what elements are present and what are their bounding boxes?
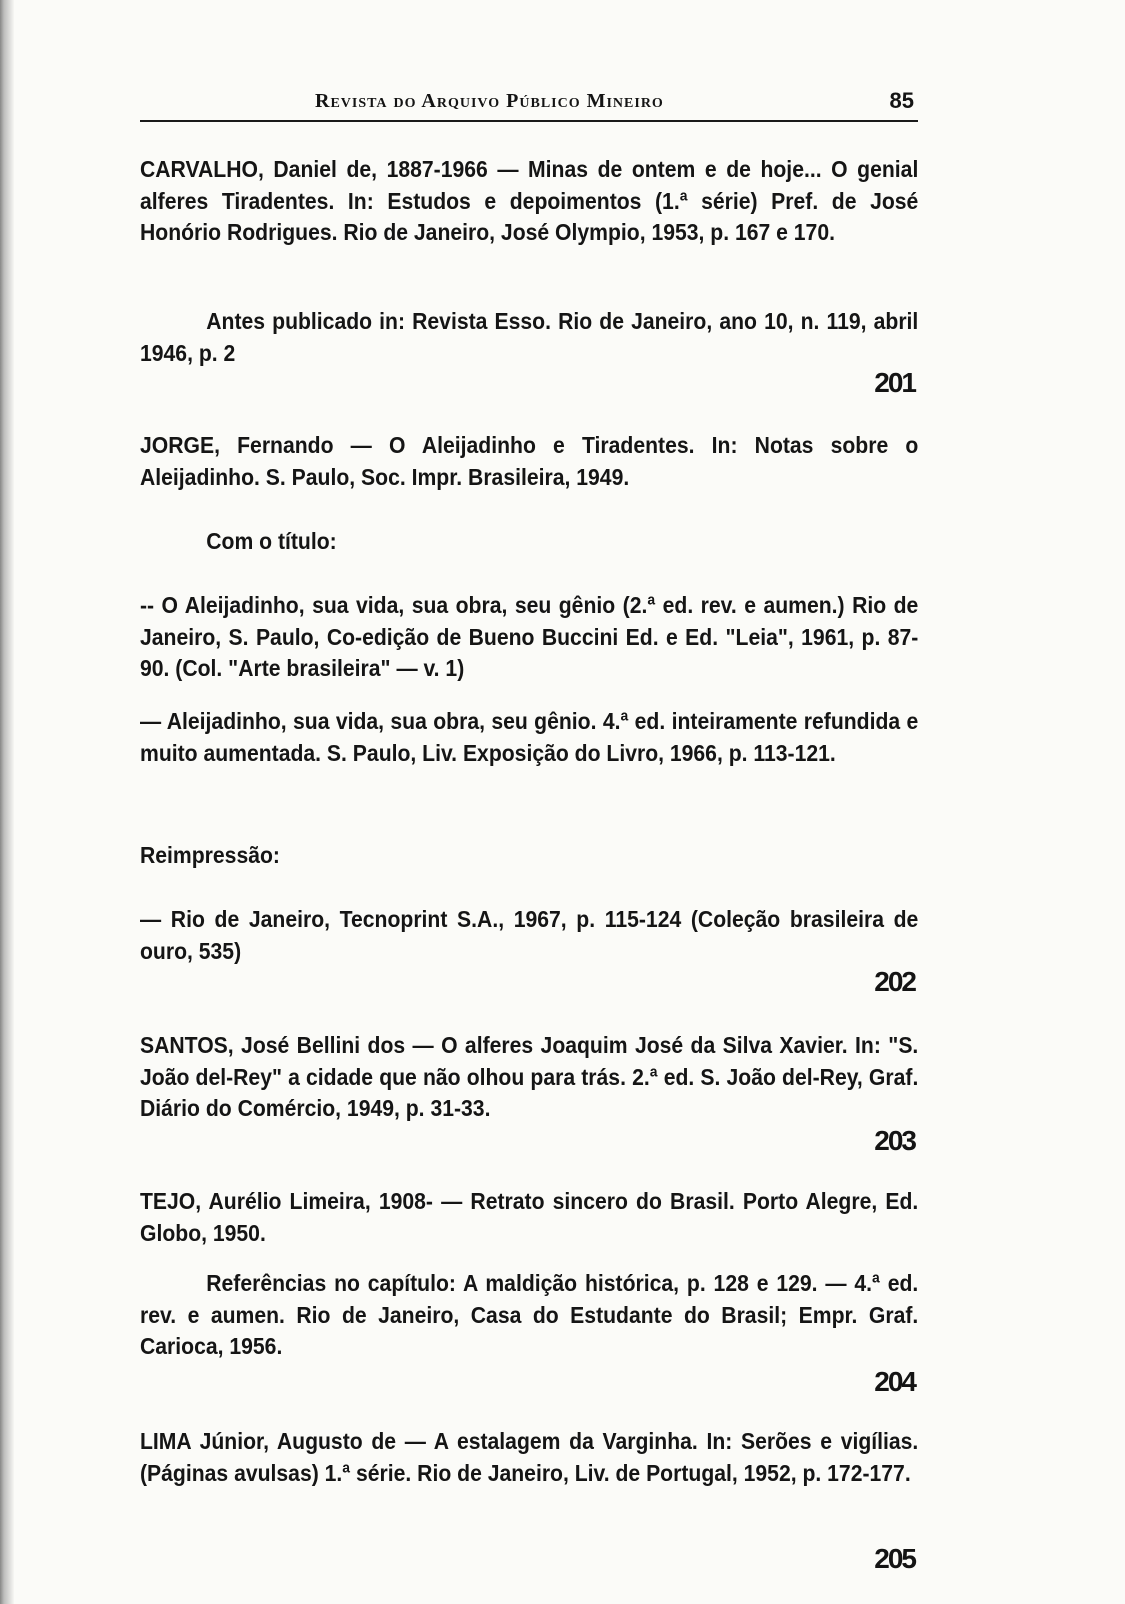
entry-205-citation: LIMA Júnior, Augusto de — A estalagem da Varginha. In: Serões e vigílias. (Páginas avulsas) 1.ª série. Rio de Janeiro, Liv. de Portugal, 1952, p. 172-177. [140, 1428, 919, 1486]
entry-number-202: 202 [874, 966, 915, 997]
entry-202-title-note: Com o título: [206, 528, 337, 554]
entry-201-citation: CARVALHO, Daniel de, 1887-1966 — Minas de ontem e de hoje... O genial alferes Tiradentes. In: Estudos e depoimentos (1.ª série) Pref. de José Honório Rodrigues. Rio de Janeiro, José Olympio, 1953, p. 167 e 170. [140, 156, 919, 245]
entry-202-citation: JORGE, Fernando — O Aleijadinho e Tiradentes. In: Notas sobre o Aleijadinho. S. Paulo, Soc. Impr. Brasileira, 1949. [140, 432, 919, 490]
scan-page-edge [0, 0, 14, 1604]
entry-202-edition-2: -- O Aleijadinho, sua vida, sua obra, seu gênio (2.ª ed. rev. e aumen.) Rio de Janeiro, S. Paulo, Co-edição de Bueno Buccini Ed. e Ed. "Leia", 1961, p. 87-90. (Col. "Arte brasileira" — v. 1) [140, 592, 919, 681]
entry-number-201: 201 [874, 367, 915, 398]
entry-number-203: 203 [874, 1125, 915, 1156]
entry-number-205: 205 [874, 1543, 915, 1574]
entry-204-note: Referências no capítulo: A maldição histórica, p. 128 e 129. — 4.ª ed. rev. e aumen. Rio de Janeiro, Casa do Estudante do Brasil; Empr. Graf. Carioca, 1956. [140, 1270, 919, 1359]
entry-202-reprint: — Rio de Janeiro, Tecnoprint S.A., 1967, p. 115-124 (Coleção brasileira de ouro, 535) [140, 906, 919, 964]
entry-number-204: 204 [874, 1366, 915, 1397]
entry-203-citation: SANTOS, José Bellini dos — O alferes Joaquim José da Silva Xavier. In: "S. João del-Rey" a cidade que não olhou para trás. 2.ª ed. S. João del-Rey, Graf. Diário do Comércio, 1949, p. 31-33. [140, 1032, 919, 1121]
page-header [140, 90, 918, 122]
running-title: Revista do Arquivo Público Mineiro [315, 90, 664, 112]
entry-202-edition-4: — Aleijadinho, sua vida, sua obra, seu gênio. 4.ª ed. inteiramente refundida e muito aumentada. S. Paulo, Liv. Exposição do Livro, 1966, p. 113-121. [140, 708, 919, 766]
entry-201-note: Antes publicado in: Revista Esso. Rio de Janeiro, ano 10, n. 119, abril 1946, p. 2 [140, 308, 919, 366]
page-number: 85 [889, 88, 914, 113]
entry-204-citation: TEJO, Aurélio Limeira, 1908- — Retrato sincero do Brasil. Porto Alegre, Ed. Globo, 1950. [140, 1188, 919, 1246]
entry-202-reprint-label: Reimpressão: [140, 842, 280, 868]
